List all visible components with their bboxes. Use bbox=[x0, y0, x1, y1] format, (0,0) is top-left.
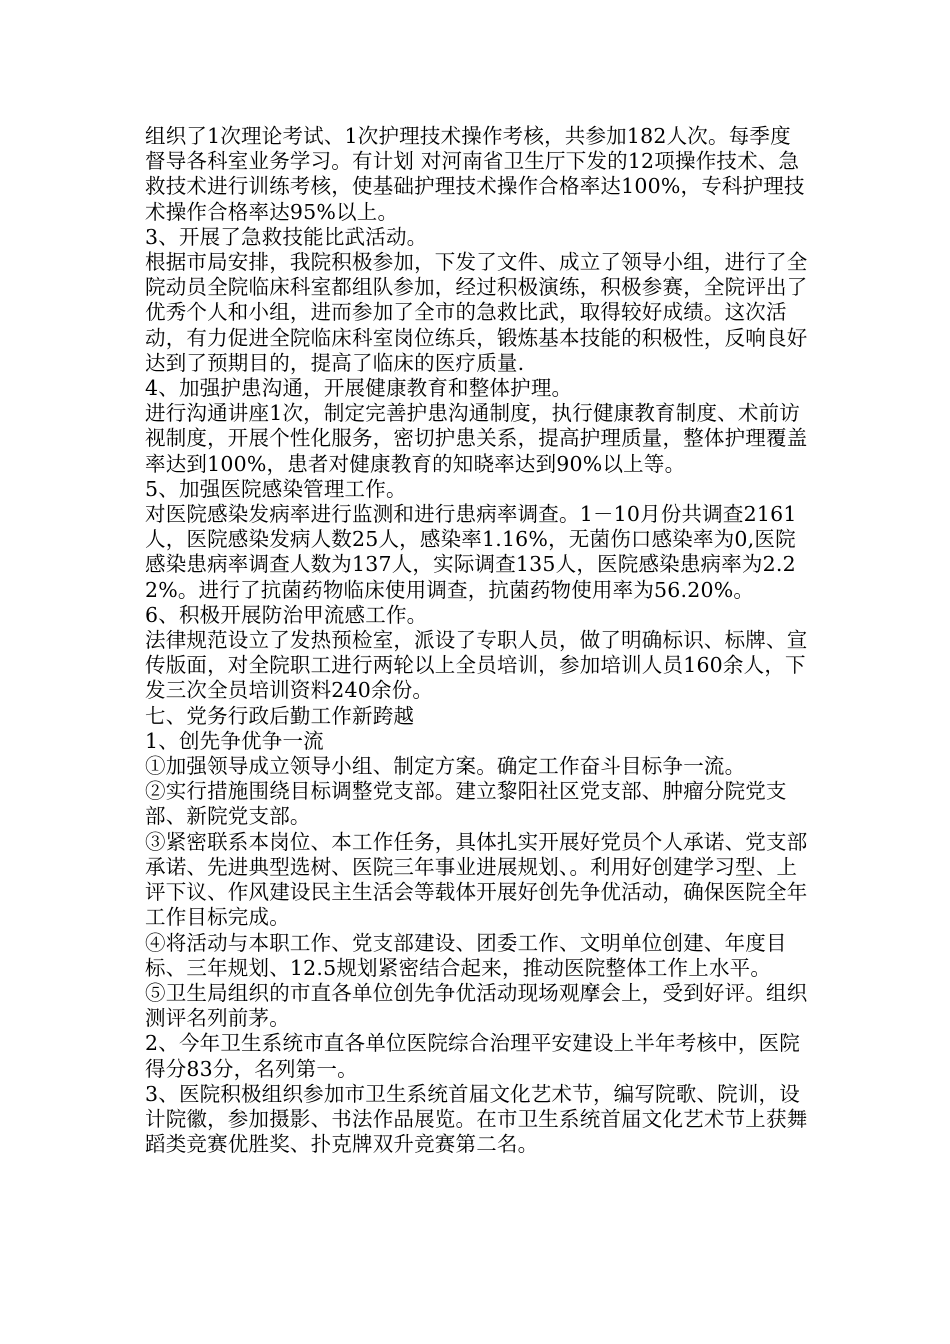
paragraph-emergency-competition: 根据市局安排，我院积极参加，下发了文件、成立了领导小组，进行了全院动员全院临床科室都组队参加，经过积极演练，积极参赛，全院评出了优秀个人和小组，进而参加了全市的急救比武，取得较好成绩。这次活动，有力促进全院临床科室岗位练兵，锻炼基本技能的积极性，反响良好达到了预期目的，提高了临床的医疗质量. bbox=[145, 250, 808, 375]
heading-strive-excellence: 1、创先争优争一流 bbox=[145, 728, 324, 753]
paragraph-arts-festival: 3、医院积极组织参加市卫生系统首届文化艺术节，编写院歌、院训，设计院徽，参加摄影、书法作品展览。在市卫生系统首届文化艺术节上获舞蹈类竞赛优胜奖、扑克牌双升竞赛第二名。 bbox=[145, 1081, 808, 1157]
paragraph-safety-assessment: 2、今年卫生系统市直各单位医院综合治理平安建设上半年考核中，医院得分83分，名列第一。 bbox=[145, 1031, 800, 1081]
paragraph-training-exams: 组织了1次理论考试、1次护理技术操作考核，共参加182人次。每季度督导各科室业务学习。有计划 对河南省卫生厅下发的12项操作技术、急救技术进行训练考核，使基础护理技术操作合格率达100%，专科护理技术操作合格率达95%以上。 bbox=[145, 124, 805, 224]
document-body bbox=[145, 124, 810, 1157]
heading-infection-management: 5、加强医院感染管理工作。 bbox=[145, 476, 407, 501]
list-item-2: ②实行措施围绕目标调整党支部。建立黎阳社区党支部、肿瘤分院党支部、新院党支部。 bbox=[145, 779, 787, 829]
paragraph-flu-prevention: 法律规范设立了发热预检室，派设了专职人员，做了明确标识、标牌、宣传版面，对全院职工进行两轮以上全员培训，参加培训人员160余人，下发三次全员培训资料240余份。 bbox=[145, 628, 808, 703]
list-item-4: ④将活动与本职工作、党支部建设、团委工作、文明单位创建、年度目标、三年规划、12.5规划紧密结合起来，推动医院整体工作上水平。 bbox=[145, 930, 787, 980]
list-item-3: ③紧密联系本岗位、本工作任务，具体扎实开展好党员个人承诺、党支部承诺、先进典型选树、医院三年事业进展规划、。利用好创建学习型、上评下议、作风建设民主生活会等载体开展好创先争优活动，确保医院全年工作目标完成。 bbox=[145, 829, 808, 930]
heading-nurse-patient-communication: 4、加强护患沟通，开展健康教育和整体护理。 bbox=[145, 376, 573, 401]
heading-emergency-skills: 3、开展了急救技能比武活动。 bbox=[145, 224, 428, 249]
list-item-5: ⑤卫生局组织的市直各单位创先争优活动现场观摩会上，受到好评。组织测评名列前茅。 bbox=[145, 980, 808, 1031]
list-item-1: ①加强领导成立领导小组、制定方案。确定工作奋斗目标争一流。 bbox=[145, 754, 746, 779]
paragraph-communication: 进行沟通讲座1次，制定完善护患沟通制度，执行健康教育制度、术前访视制度，开展个性化服务，密切护患关系，提高护理质量，整体护理覆盖率达到100%，患者对健康教育的知晓率达到90%以上等。 bbox=[145, 401, 808, 476]
paragraph-infection-statistics: 对医院感染发病率进行监测和进行患病率调查。1－10月份共调查2161人，医院感染发病人数25人，感染率1.16%，无菌伤口感染率为0,医院感染患病率调查人数为137人，实际调查135人，医院感染患病率为2.22%。进行了抗菌药物临床使用调查，抗菌药物使用率为56.20%。 bbox=[145, 502, 797, 602]
section-heading-party-admin: 七、党务行政后勤工作新跨越 bbox=[145, 703, 415, 728]
heading-flu-prevention: 6、积极开展防治甲流感工作。 bbox=[145, 602, 428, 627]
